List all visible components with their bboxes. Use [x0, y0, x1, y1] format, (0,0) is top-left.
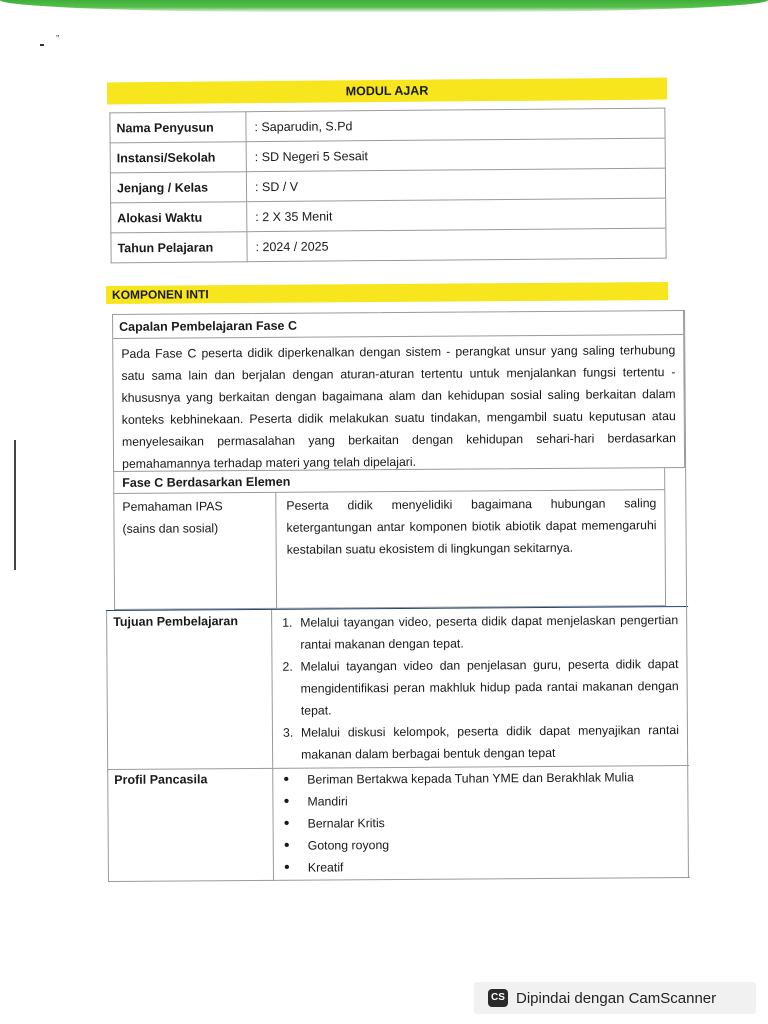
item-text: Bernalar Kritis: [307, 816, 385, 831]
table-row: [111, 198, 666, 233]
item-number: 3.: [282, 725, 294, 740]
identity-value: : Saparudin, S.Pd: [246, 108, 665, 142]
identity-value: : SD / V: [246, 168, 665, 202]
profil-list: [273, 766, 688, 879]
elemen-label: [114, 493, 277, 610]
item-text: Gotong royong: [307, 838, 390, 853]
elemen-heading: Fase C Berdasarkan Elemen: [114, 468, 664, 494]
identity-label: Jenjang / Kelas: [110, 172, 246, 203]
list-item: [282, 653, 678, 722]
elemen-label-line: Pemahaman IPAS: [122, 499, 223, 514]
camscanner-logo-icon: CS: [488, 989, 508, 1007]
identity-label: Alokasi Waktu: [111, 202, 247, 233]
komponen-inti-table: [104, 310, 690, 882]
list-item: [283, 766, 679, 791]
profil-label: Profil Pancasila: [107, 769, 274, 882]
capaian-heading: Capalan Pembelajaran Fase C: [113, 311, 683, 339]
item-text: Melalui tayangan video dan penjelasan guru, peserta didik dapat mengidentifikasi peran makhluk hidup pada rantai makanan dengan tepat.: [300, 657, 679, 718]
camscanner-watermark: [474, 982, 756, 1014]
page-edge-shadow: [14, 440, 16, 570]
list-item: [284, 854, 680, 879]
table-row: [111, 228, 666, 263]
identity-value: : 2024 / 2025: [247, 228, 666, 262]
item-text: Beriman Bertakwa kepada Tuhan YME dan Berakhlak Mulia: [307, 770, 634, 787]
list-item: [284, 832, 680, 857]
tujuan-list: [272, 607, 687, 766]
item-number: 1.: [282, 615, 293, 630]
identity-label: Nama Penyusun: [110, 112, 246, 143]
document-title: MODUL AJAR: [107, 78, 667, 105]
identity-label: Instansi/Sekolah: [110, 142, 246, 173]
table-row: [110, 138, 665, 173]
list-item: [283, 719, 679, 766]
identity-label: Tahun Pelajaran: [111, 232, 247, 263]
bullet-icon: ●: [283, 773, 290, 785]
table-row: [110, 108, 665, 143]
identity-value: : 2 X 35 Menit: [247, 198, 666, 232]
scan-speck: „: [56, 28, 60, 39]
table-row: [110, 168, 665, 203]
bullet-icon: ●: [283, 817, 290, 829]
top-green-edge: [0, 0, 768, 12]
elemen-description: Peserta didik menyelidiki bagaimana hubungan saling ketergantungan antar komponen biotik abiotik dapat memengaruhi kestabilan suatu ekosistem di lingkungan sekitarnya.: [286, 496, 657, 557]
tujuan-section: [106, 606, 689, 770]
elemen-label-line: (sains dan sosial): [122, 521, 219, 536]
bullet-icon: ●: [283, 861, 290, 873]
elemen-section: [113, 468, 666, 610]
list-item: [283, 788, 679, 813]
bullet-icon: ●: [283, 839, 290, 851]
item-text: Kreatif: [307, 860, 344, 875]
item-text: Mandiri: [307, 794, 348, 809]
watermark-text: Dipindai dengan CamScanner: [516, 989, 717, 1007]
item-number: 2.: [282, 659, 293, 674]
item-text: Melalui diskusi kelompok, peserta didik dapat menyajikan rantai makanan dalam berbagai bentuk dengan tepat: [300, 723, 679, 762]
identity-value: : SD Negeri 5 Sesait: [246, 138, 665, 172]
list-item: [284, 810, 680, 835]
list-item: [282, 609, 678, 656]
section-heading: KOMPONEN INTI: [106, 282, 668, 304]
bullet-icon: ●: [283, 795, 290, 807]
capaian-section: [112, 310, 685, 472]
identity-table: [109, 108, 666, 264]
profil-section: [107, 766, 690, 882]
scan-speck: [40, 44, 44, 46]
tujuan-label: Tujuan Pembelajaran: [106, 610, 273, 771]
capaian-text: Pada Fase C peserta didik diperkenalkan dengan sistem - perangkat unsur yang saling terhubung satu sama lain dan berjalan dengan aturan-aturan tertentu untuk menjalankan fungsi tertentu - khususnya yang berkaitan dengan bagaimana alam dan kehidupan sosial saling berkaitan dalam konteks kebhinekaan. Peserta didik melakukan suatu tindakan, mengambil suatu keputusan atau menyelesaikan permasalahan yang berkaitan dengan kehidupan sehari-hari berdasarkan pemahamannya terhadap materi yang telah dipelajari.: [121, 343, 676, 471]
item-text: Melalui tayangan video, peserta didik dapat menjelaskan pengertian rantai makanan dengan tepat.: [300, 613, 679, 652]
